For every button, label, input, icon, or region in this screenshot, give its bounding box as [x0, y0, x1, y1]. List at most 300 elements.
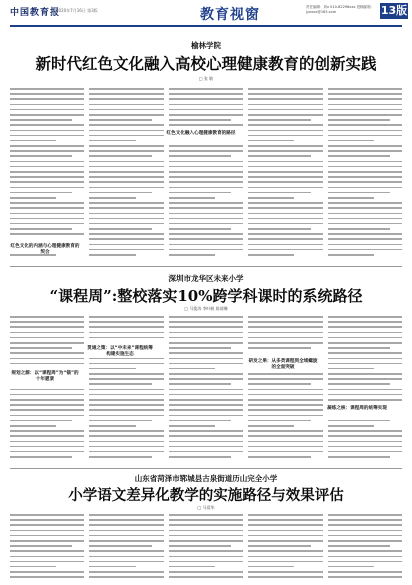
- text-line: [328, 104, 402, 106]
- text-line: [328, 389, 402, 391]
- text-line: [328, 566, 374, 568]
- text-line: [248, 435, 322, 437]
- article3-headline: 小学语文差异化教学的实施路径与效果评估: [68, 487, 344, 504]
- text-line: [248, 425, 294, 427]
- text-line: [10, 88, 84, 90]
- text-line: [10, 519, 84, 521]
- text-line: [328, 98, 402, 100]
- text-line: [89, 545, 151, 547]
- text-line: [248, 342, 322, 344]
- text-line: [328, 88, 402, 90]
- text-line: [328, 524, 402, 526]
- text-line: [328, 332, 402, 334]
- text-line: [10, 213, 84, 215]
- text-line: [248, 114, 322, 116]
- text-line: [10, 550, 84, 552]
- text-line: [89, 145, 163, 147]
- text-line: [10, 566, 56, 568]
- text-line: [89, 155, 151, 157]
- text-line: [328, 441, 402, 443]
- text-line: [169, 358, 243, 360]
- text-line: [328, 420, 390, 422]
- text-line: [10, 233, 84, 235]
- text-line: [248, 556, 322, 558]
- text-line: [248, 181, 322, 183]
- text-line: [10, 161, 84, 163]
- text-line: [169, 373, 243, 375]
- text-line: [89, 238, 163, 240]
- text-line: [328, 176, 402, 178]
- text-line: [10, 109, 84, 111]
- article1-byline: □ 张 敏: [198, 76, 214, 81]
- text-line: [248, 394, 322, 396]
- text-line: [10, 202, 84, 204]
- text-line: [169, 430, 243, 432]
- text-line: [169, 415, 243, 417]
- text-line: [89, 150, 163, 152]
- text-line: [328, 326, 402, 328]
- text-line: [89, 321, 163, 323]
- text-line: [10, 337, 84, 339]
- article2-kicker: 深圳市龙华区未来小学: [168, 274, 244, 283]
- text-line: [248, 135, 322, 137]
- divider-2: [10, 468, 402, 469]
- text-line: [10, 363, 84, 365]
- text-line: [328, 373, 402, 375]
- text-line: [328, 140, 374, 142]
- text-line: [328, 316, 402, 318]
- text-line: [248, 119, 310, 121]
- text-line: [248, 561, 322, 563]
- text-line: [89, 254, 135, 256]
- text-line: [328, 161, 402, 163]
- text-line: [248, 389, 322, 391]
- text-line: [248, 451, 322, 453]
- text-line: [10, 98, 84, 100]
- text-line: [169, 254, 215, 256]
- text-line: [328, 249, 402, 251]
- text-line: [89, 566, 135, 568]
- text-line: [169, 171, 243, 173]
- text-line: [89, 576, 163, 578]
- text-line: [169, 394, 243, 396]
- text-line: [169, 420, 231, 422]
- text-line: [248, 571, 322, 573]
- text-line: [328, 93, 402, 95]
- text-line: [169, 145, 243, 147]
- text-line: [328, 451, 402, 453]
- text-line: [169, 181, 243, 183]
- text-line: [10, 135, 84, 137]
- text-line: [248, 254, 294, 256]
- text-line: [89, 514, 163, 516]
- text-line: [248, 430, 322, 432]
- text-line: [89, 446, 163, 448]
- text-line: [10, 228, 72, 230]
- text-line: [248, 104, 322, 106]
- text-line: [89, 425, 135, 427]
- text-line: [169, 556, 243, 558]
- text-line: [248, 202, 322, 204]
- text-line: [89, 109, 163, 111]
- text-line: [169, 399, 243, 401]
- text-line: [328, 192, 390, 194]
- text-line: [328, 363, 402, 365]
- article2-subhead-3: 研发之果：从多类课程到全域螺旋的全面突破: [248, 359, 318, 370]
- text-column: [89, 316, 163, 466]
- text-line: [328, 155, 390, 157]
- text-line: [10, 347, 72, 349]
- text-line: [248, 171, 322, 173]
- text-line: [89, 114, 163, 116]
- text-line: [89, 373, 163, 375]
- page-number: 13版: [380, 4, 408, 17]
- text-line: [248, 316, 322, 318]
- text-line: [328, 399, 402, 401]
- text-line: [10, 451, 84, 453]
- text-line: [169, 187, 243, 189]
- text-line: [248, 540, 322, 542]
- text-column: [248, 88, 322, 264]
- text-line: [169, 238, 243, 240]
- text-line: [328, 519, 402, 521]
- text-line: [248, 530, 322, 532]
- text-line: [248, 140, 294, 142]
- text-line: [10, 399, 84, 401]
- text-line: [169, 223, 243, 225]
- text-line: [328, 342, 402, 344]
- text-line: [169, 332, 243, 334]
- newspaper-logo: 中国教育报: [10, 8, 61, 18]
- text-line: [328, 561, 402, 563]
- text-line: [10, 540, 84, 542]
- text-line: [89, 535, 163, 537]
- text-line: [169, 566, 215, 568]
- text-line: [328, 545, 390, 547]
- text-line: [169, 550, 243, 552]
- text-line: [89, 420, 151, 422]
- text-line: [10, 446, 84, 448]
- text-line: [169, 321, 243, 323]
- text-line: [248, 456, 310, 458]
- text-line: [328, 368, 374, 370]
- text-column: [10, 88, 84, 264]
- text-line: [10, 104, 84, 106]
- text-line: [89, 98, 163, 100]
- text-line: [10, 358, 84, 360]
- text-line: [89, 249, 163, 251]
- text-line: [10, 535, 84, 537]
- text-line: [248, 109, 322, 111]
- text-line: [328, 218, 402, 220]
- text-line: [169, 530, 243, 532]
- text-line: [169, 109, 243, 111]
- text-line: [89, 561, 163, 563]
- text-line: [169, 561, 243, 563]
- text-line: [89, 218, 163, 220]
- text-line: [169, 540, 243, 542]
- text-line: [248, 207, 322, 209]
- text-line: [248, 373, 322, 375]
- text-line: [89, 326, 163, 328]
- text-line: [169, 218, 243, 220]
- text-line: [328, 347, 390, 349]
- text-line: [328, 135, 402, 137]
- text-line: [328, 114, 402, 116]
- text-line: [248, 166, 322, 168]
- text-line: [328, 207, 402, 209]
- text-line: [169, 150, 243, 152]
- text-line: [169, 337, 243, 339]
- text-line: [328, 124, 402, 126]
- text-line: [248, 383, 310, 385]
- text-line: [248, 404, 322, 406]
- text-line: [248, 576, 322, 578]
- text-line: [169, 104, 243, 106]
- text-line: [10, 420, 72, 422]
- text-line: [248, 321, 322, 323]
- text-line: [169, 213, 243, 215]
- text-line: [169, 435, 243, 437]
- text-line: [169, 409, 243, 411]
- text-line: [169, 446, 243, 448]
- text-line: [248, 249, 322, 251]
- article2-subhead-4: 凝练之核：课程周的统筹实现: [327, 406, 387, 411]
- text-line: [89, 389, 163, 391]
- text-line: [89, 456, 151, 458]
- divider-1: [10, 266, 402, 267]
- text-line: [328, 514, 402, 516]
- text-line: [248, 213, 322, 215]
- text-line: [89, 524, 163, 526]
- text-line: [328, 425, 374, 427]
- text-line: [89, 540, 163, 542]
- text-column: [169, 88, 243, 264]
- text-line: [328, 430, 402, 432]
- text-line: [328, 352, 402, 354]
- text-line: [328, 446, 402, 448]
- text-line: [89, 409, 163, 411]
- text-line: [10, 576, 84, 578]
- text-line: [248, 337, 322, 339]
- text-line: [10, 181, 84, 183]
- text-column: [328, 316, 402, 466]
- text-line: [328, 321, 402, 323]
- text-line: [10, 166, 84, 168]
- text-line: [89, 383, 151, 385]
- text-line: [169, 176, 243, 178]
- text-line: [10, 207, 84, 209]
- text-line: [89, 404, 163, 406]
- text-line: [248, 347, 310, 349]
- text-line: [89, 166, 163, 168]
- text-line: [248, 238, 322, 240]
- text-column: [328, 88, 402, 264]
- text-line: [89, 223, 163, 225]
- text-line: [248, 244, 322, 246]
- article3-byline: □ 马爱华: [197, 505, 215, 510]
- text-line: [10, 145, 84, 147]
- text-line: [10, 394, 84, 396]
- text-line: [328, 530, 402, 532]
- text-line: [248, 550, 322, 552]
- text-line: [328, 150, 402, 152]
- text-line: [89, 571, 163, 573]
- text-line: [248, 332, 322, 334]
- text-line: [169, 207, 243, 209]
- text-line: [328, 233, 402, 235]
- text-line: [10, 119, 72, 121]
- text-line: [169, 228, 231, 230]
- text-line: [169, 124, 243, 126]
- text-line: [328, 254, 374, 256]
- text-line: [89, 202, 163, 204]
- text-line: [169, 119, 231, 121]
- text-line: [10, 425, 56, 427]
- text-line: [89, 171, 163, 173]
- article2-headline: “课程周”:整校落实10%跨学科课时的系统路径: [49, 287, 363, 305]
- text-line: [169, 114, 243, 116]
- text-line: [169, 441, 243, 443]
- text-line: [10, 530, 84, 532]
- text-line: [10, 332, 84, 334]
- contact-info: 责任编辑：刘x 010-82296xxx 投稿邮箱：jyxxxx@163.com: [306, 5, 375, 14]
- text-line: [328, 244, 402, 246]
- text-line: [328, 540, 402, 542]
- text-line: [89, 332, 163, 334]
- text-column: [89, 514, 163, 582]
- text-column: [169, 316, 243, 466]
- article2-subhead-2: 贯通之策：以“中未来”课程统筹构建实施生态: [87, 346, 153, 357]
- text-line: [10, 524, 84, 526]
- article1-headline: 新时代红色文化融入高校心理健康教育的创新实践: [35, 54, 377, 73]
- text-line: [89, 88, 163, 90]
- text-line: [248, 155, 310, 157]
- text-line: [169, 576, 243, 578]
- text-line: [169, 451, 243, 453]
- text-line: [89, 119, 151, 121]
- text-line: [169, 155, 231, 157]
- text-line: [248, 161, 322, 163]
- text-line: [10, 326, 84, 328]
- text-line: [328, 358, 402, 360]
- text-line: [169, 519, 243, 521]
- article2-byline: □ 马俊涛 李叶帆 陈倩琳: [184, 306, 228, 311]
- text-line: [10, 556, 84, 558]
- text-line: [169, 524, 243, 526]
- text-line: [10, 197, 56, 199]
- text-line: [248, 519, 322, 521]
- text-line: [169, 197, 215, 199]
- text-line: [169, 404, 243, 406]
- text-line: [89, 368, 135, 370]
- text-line: [10, 176, 84, 178]
- text-line: [169, 342, 243, 344]
- text-line: [169, 368, 215, 370]
- article1-kicker: 榆林学院: [191, 41, 221, 50]
- text-line: [10, 435, 84, 437]
- text-line: [89, 556, 163, 558]
- text-line: [328, 181, 402, 183]
- text-line: [328, 166, 402, 168]
- text-line: [89, 93, 163, 95]
- text-line: [169, 249, 243, 251]
- text-line: [328, 213, 402, 215]
- text-line: [89, 430, 163, 432]
- text-line: [10, 352, 84, 354]
- text-line: [10, 223, 84, 225]
- text-line: [10, 321, 84, 323]
- text-line: [89, 358, 163, 360]
- text-line: [89, 124, 163, 126]
- text-line: [10, 389, 84, 391]
- text-line: [10, 409, 84, 411]
- text-line: [10, 561, 84, 563]
- text-line: [89, 394, 163, 396]
- text-line: [89, 161, 163, 163]
- text-line: [169, 98, 243, 100]
- text-line: [248, 223, 322, 225]
- text-column: [10, 316, 84, 466]
- text-line: [10, 218, 84, 220]
- text-line: [169, 383, 231, 385]
- text-line: [248, 218, 322, 220]
- text-line: [248, 545, 310, 547]
- text-line: [328, 435, 402, 437]
- text-line: [328, 394, 402, 396]
- text-line: [89, 213, 163, 215]
- text-line: [248, 399, 322, 401]
- text-line: [10, 545, 72, 547]
- text-column: [89, 88, 163, 264]
- text-line: [10, 171, 84, 173]
- text-line: [89, 363, 163, 365]
- text-line: [89, 197, 135, 199]
- text-line: [10, 514, 84, 516]
- text-line: [169, 192, 231, 194]
- text-line: [89, 530, 163, 532]
- article3-kicker: 山东省菏泽市郓城县古泉街道历山完全小学: [134, 474, 278, 483]
- text-line: [248, 446, 322, 448]
- text-line: [169, 233, 243, 235]
- text-line: [10, 316, 84, 318]
- text-line: [10, 342, 84, 344]
- text-line: [89, 550, 163, 552]
- text-line: [10, 404, 84, 406]
- text-line: [169, 88, 243, 90]
- text-line: [169, 93, 243, 95]
- text-line: [328, 130, 402, 132]
- text-line: [328, 556, 402, 558]
- text-column: [248, 514, 322, 582]
- text-line: [10, 192, 72, 194]
- text-line: [169, 378, 243, 380]
- text-line: [328, 571, 402, 573]
- section-title: 教育视窗: [200, 7, 260, 23]
- text-line: [89, 435, 163, 437]
- text-line: [89, 181, 163, 183]
- text-line: [248, 88, 322, 90]
- text-line: [89, 316, 163, 318]
- issue-date: 2020年7月16日 第3版: [56, 8, 98, 13]
- text-line: [328, 383, 390, 385]
- text-line: [169, 161, 243, 163]
- text-line: [89, 337, 163, 339]
- text-line: [89, 451, 163, 453]
- text-line: [248, 187, 322, 189]
- text-line: [248, 228, 310, 230]
- text-line: [328, 145, 402, 147]
